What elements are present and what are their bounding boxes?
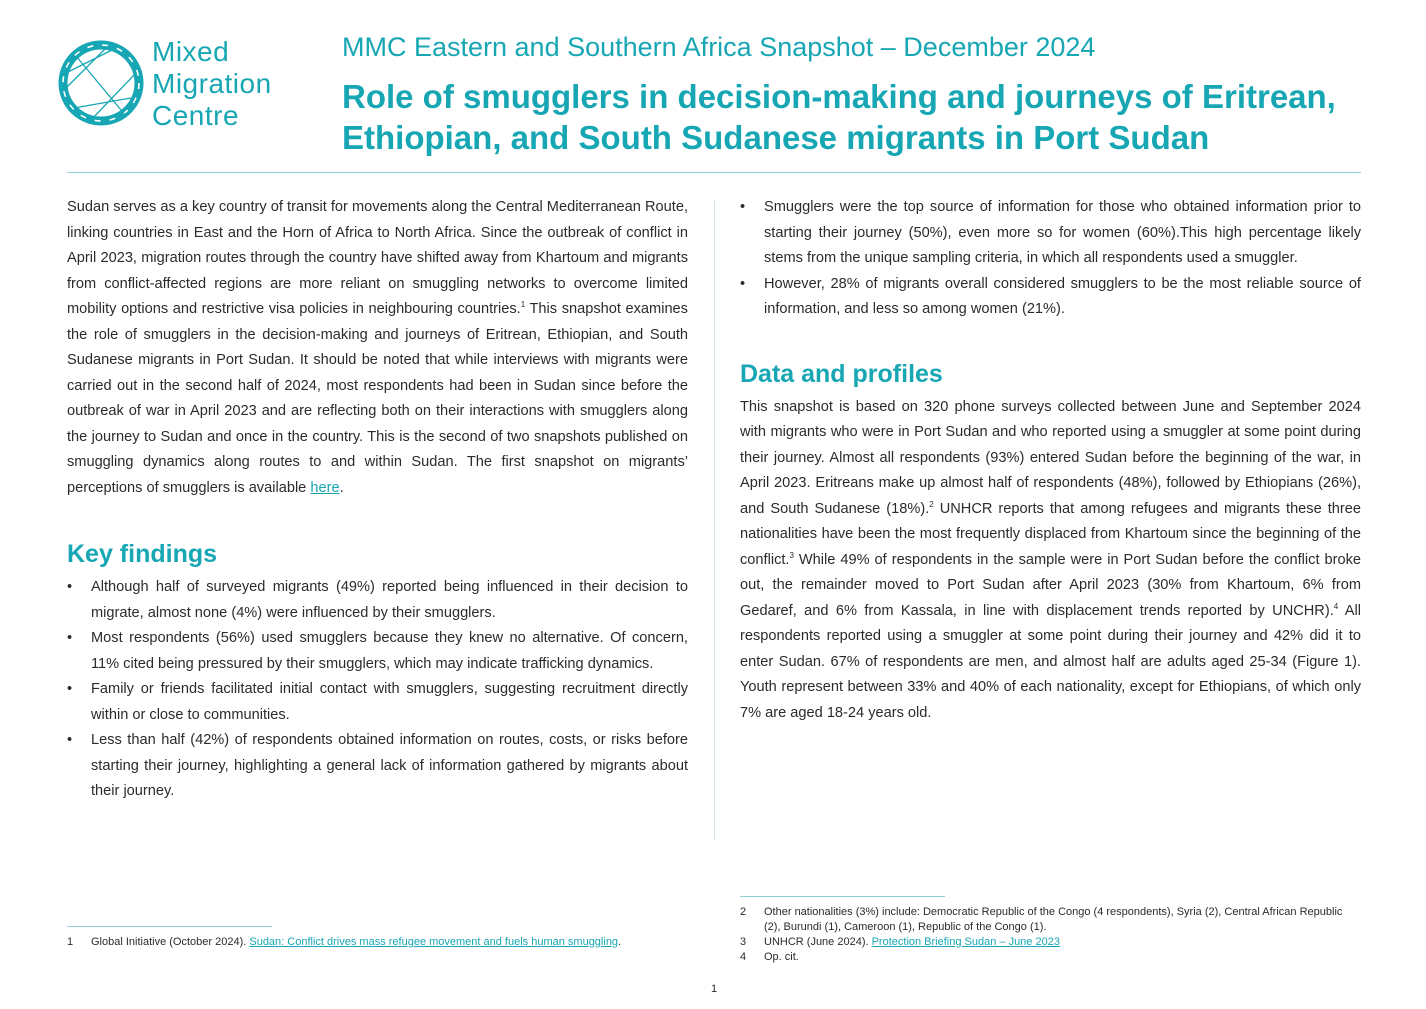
- footnote-rule-right: [740, 896, 945, 897]
- logo-line-3: Centre: [152, 100, 240, 131]
- intro-paragraph: Sudan serves as a key country of transit for movements along the Central Mediterranean Route, linking countries in East and the Horn of Africa to North Africa. Since the outbreak of conflict in April 2023, migration routes through the country have shifted away from Khartoum and migrants from conflict-affected regions are more reliant on smuggling networks to overcome limited mobility options and restrictive visa policies in neighbouring countries.$^1$ This snapshot examines the role of smugglers in the decision-making and journeys of Eritrean, Ethiopian, and South Sudanese migrants in Port Sudan. It should be noted that while interviews with migrants were carried out in the second half of 2024, most respondents had been in Sudan since before the outbreak of war in April 2023 and are reflecting both on their interactions with smugglers along the journey to Sudan and once in the country. This is the second of two snapshots published on smuggling dynamics along routes to and within Sudan. The first snapshot on migrants’ perceptions of smugglers is available here.: [67, 199, 688, 496]
- here-link[interactable]: here: [310, 479, 340, 496]
- footnote-ref-4[interactable]: 4: [1333, 601, 1339, 611]
- footnote-1-link[interactable]: Sudan: Conflict drives mass refugee movement and fuels human smuggling: [249, 936, 619, 948]
- page-title: Role of smugglers in decision-making and journeys of Eritrean, Ethiopian, and South Sudanese migrants in Port Sudan: [342, 78, 1336, 156]
- footnote-3-link[interactable]: Protection Briefing Sudan – June 2023: [871, 936, 1060, 948]
- list-item: • Less than half (42%) of respondents obtained information on routes, costs, or risks before starting their journey, highlighting a general lack of information gathered by migrants about their journey.: [67, 728, 688, 805]
- logo-wordmark: [152, 36, 272, 132]
- key-findings-list: [67, 575, 688, 805]
- data-profiles-heading: Data and profiles: [740, 359, 943, 388]
- list-item: • Although half of surveyed migrants (49%) reported being influenced in their decision to migrate, almost none (4%) were influenced by their smugglers.: [67, 575, 688, 626]
- header-divider: [67, 172, 1361, 173]
- list-item: • Family or friends facilitated initial contact with smugglers, suggesting recruitment directly within or close to communities.: [67, 677, 688, 728]
- list-item: • However, 28% of migrants overall considered smugglers to be the most reliable source of information, and less so among women (21%).: [740, 272, 1361, 323]
- footnote-ref-3[interactable]: 3: [789, 550, 794, 560]
- key-findings-list-continued: [740, 195, 1361, 323]
- footnote-ref-2[interactable]: 2: [929, 499, 934, 509]
- right-column: [740, 195, 1361, 726]
- page-number: 1: [710, 983, 718, 995]
- key-findings-heading: Key findings: [67, 540, 218, 568]
- footnote-3: 3 UNHCR (June 2024). Protection Briefing Sudan – June 2023: [740, 936, 1060, 948]
- logo-line-2: Migration: [152, 68, 272, 99]
- snapshot-subtitle: MMC Eastern and Southern Africa Snapshot – December 2024: [342, 32, 1096, 62]
- footnotes-left: [67, 935, 672, 950]
- list-item: • Smugglers were the top source of information for those who obtained information prior to starting their journey (50%), even more so for women (60%).This high percentage likely stems from the unique sampling criteria, in which all respondents used a smuggler.: [740, 195, 1361, 272]
- mmc-logo: [56, 36, 296, 132]
- footnote-4: 4 Op. cit.: [740, 951, 799, 963]
- footnote-1: 1 Global Initiative (October 2024). Sudan: Conflict drives mass refugee movement and fuels human smuggling.: [67, 936, 622, 948]
- left-column: [67, 195, 688, 805]
- logo-line-1: Mixed: [152, 36, 230, 67]
- footnote-ref-1[interactable]: 1: [520, 300, 526, 310]
- column-divider: [714, 200, 715, 840]
- list-item: • Most respondents (56%) used smugglers because they knew no alternative. Of concern, 11% cited being pressured by their smugglers, which may indicate trafficking dynamics.: [67, 626, 688, 677]
- data-profiles-paragraph: This snapshot is based on 320 phone surveys collected between June and September 2024 with migrants who were in Port Sudan and who reported using a smuggler at some point during their journey. Almost all respondents (93%) entered Sudan before the beginning of the war, in April 2023. Eritreans make up almost half of respondents (48%), followed by Ethiopians (26%), and South Sudanese (18%).$^2$ UNHCR reports that among refugees and migrants these three nationalities have been the most frequently displaced from Khartoum since the beginning of the conflict.$^3$ While 49% of respondents in the sample were in Port Sudan before the conflict broke out, the remainder moved to Port Sudan after April 2023 (30% from Khartoum, 6% from Gedaref, and 6% from Kassala, in line with displacement trends reported by UNCHR).$^4$ All respondents reported using a smuggler at some point during their journey and 42% did it to enter Sudan. 67% of respondents are men, and almost half are adults aged 25-34 (Figure 1). Youth represent between 33% and 40% of each nationality, except for Ethiopians, of which only 7% are aged 18-24 years old.: [740, 398, 1362, 721]
- footnote-rule-left: [67, 926, 272, 927]
- footnote-2: 2 Other nationalities (3%) include: Democratic Republic of the Congo (4 respondents), Syria (2), Central African Republic (2), Burundi (1), Cameroon (1), Republic of the Congo (1).: [740, 906, 1343, 933]
- mmc-logo-icon: [56, 38, 146, 128]
- footnotes-right: [740, 905, 1361, 965]
